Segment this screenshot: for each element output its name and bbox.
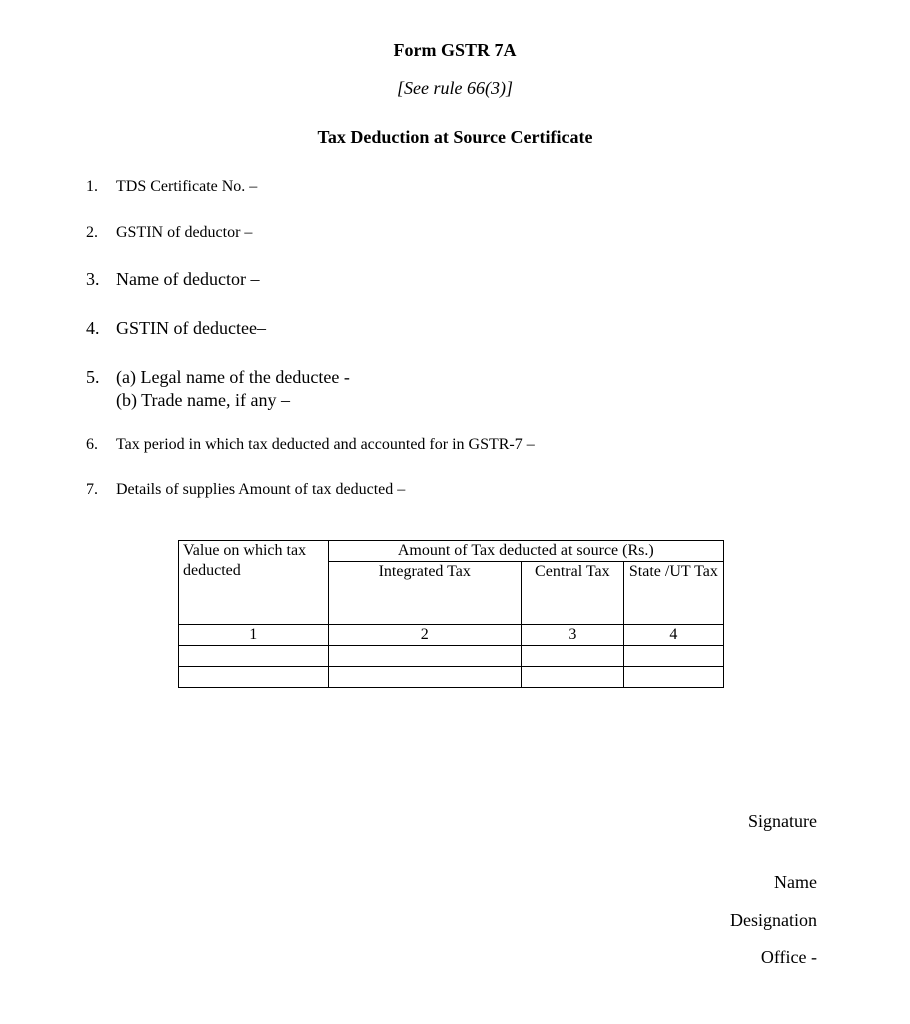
table-cell: 1 [179,625,329,646]
table-cell[interactable] [328,646,521,667]
item-5 [86,367,350,388]
item-3 [86,269,259,290]
office-label: Office - [760,947,817,967]
item-number: 6. [86,436,98,453]
rule-reference: [See rule 66(3)] [397,78,513,98]
item-text: Name of deductor – [116,269,260,289]
table-cell: 4 [623,625,723,646]
table-cell[interactable] [179,667,329,688]
table-cell[interactable] [179,646,329,667]
header-value-on-which-tax-deducted: Value on which tax deducted [179,541,329,625]
table-row [179,667,724,688]
item-number: 7. [86,481,98,498]
item-number: 2. [86,224,98,241]
table-header-row [179,541,724,562]
item-text: (a) Legal name of the deductee - [116,367,350,387]
table-cell[interactable] [521,667,623,688]
table-row [179,646,724,667]
item-2 [86,224,252,242]
signature-label: Signature [748,811,817,831]
table-cell[interactable] [521,646,623,667]
item-number: 5. [86,367,100,387]
table-cell: 2 [328,625,521,646]
item-text: GSTIN of deductee– [116,318,266,338]
certificate-heading: Tax Deduction at Source Certificate [317,127,593,147]
table-cell[interactable] [328,667,521,688]
designation-label: Designation [730,910,817,930]
table-cell[interactable] [623,646,723,667]
item-number: 4. [86,318,100,338]
item-text: GSTIN of deductor – [116,224,253,241]
item-1 [86,178,257,196]
table-index-row [179,625,724,646]
item-7 [86,481,405,499]
header-amount-of-tax-deducted: Amount of Tax deducted at source (Rs.) [328,541,723,562]
item-4 [86,318,266,339]
header-integrated-tax: Integrated Tax [328,562,521,625]
item-6 [86,436,535,454]
table-cell[interactable] [623,667,723,688]
item-text: Details of supplies Amount of tax deducted – [116,481,406,498]
name-label: Name [774,872,817,892]
item-number: 1. [86,178,98,195]
item-number: 3. [86,269,100,289]
tax-deduction-table [178,540,724,688]
item-text: Tax period in which tax deducted and accounted for in GSTR-7 – [116,436,535,453]
header-central-tax: Central Tax [521,562,623,625]
item-text: TDS Certificate No. – [116,178,258,195]
table-cell: 3 [521,625,623,646]
item-5b-text: (b) Trade name, if any – [116,390,290,410]
header-state-ut-tax: State /UT Tax [623,562,723,625]
form-title: Form GSTR 7A [393,40,517,60]
